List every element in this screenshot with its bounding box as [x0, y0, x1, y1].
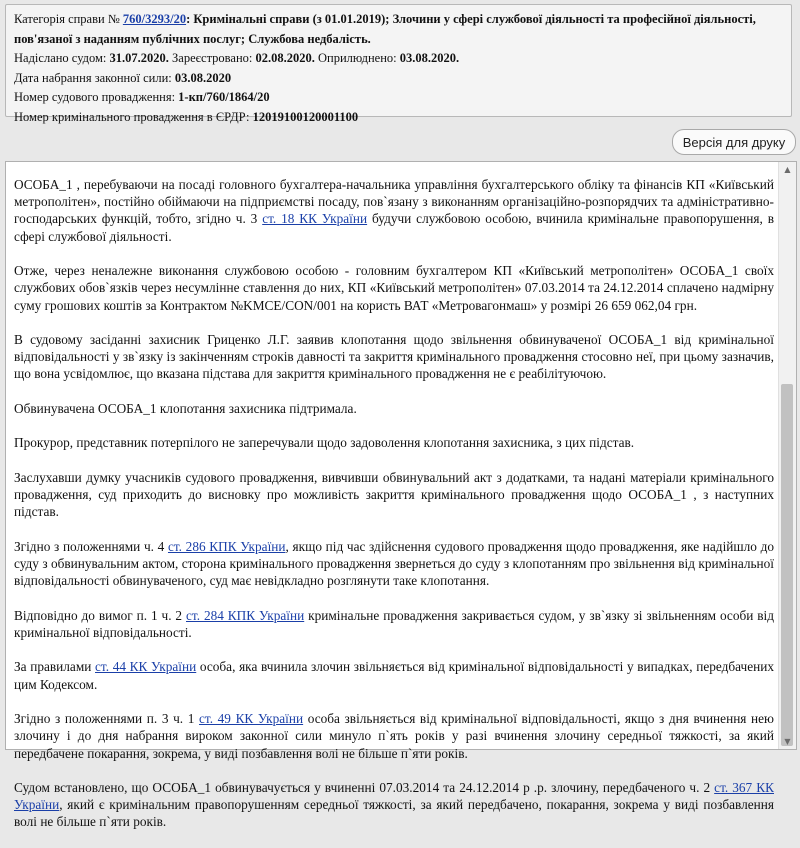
paragraph: Отже, через неналежне виконання службовою особою - головним бухгалтером КП «Київський метрополітен» ОСОБА_1 своїх службових обов`язків через несумлінне ставлення до них, КП «Київський метрополітен» 07.03.2014 та 24.12.2014 сплачено надмірну суму грошових коштів за Контрактом №KMCE/CON/001 на користь ВАТ «Метровагонмаш» у розмірі 26 659 062,04 грн. — [14, 263, 774, 313]
criminal-number: 12019100120001100 — [252, 109, 359, 124]
case-category — [14, 10, 783, 49]
published-label: Оприлюднено: — [318, 51, 397, 66]
effective-date-row — [14, 69, 783, 89]
criminal-number-label: Номер кримінального провадження в ЄРДР: — [14, 109, 250, 124]
published-date: 03.08.2020. — [399, 51, 460, 66]
text: особа, яка вчинила злочин звільняється від кримінальної відповідальності у випадках, передбачених цим Кодексом. — [14, 659, 774, 692]
text: За правилами — [14, 659, 92, 675]
category-label: Категорія справи № — [14, 12, 120, 26]
court-number: 1-кп/760/1864/20 — [178, 90, 270, 105]
document-viewer[interactable] — [5, 161, 797, 830]
registered-date: 02.08.2020. — [255, 51, 315, 66]
case-number-link[interactable]: 760/3293/20 — [122, 12, 187, 26]
text: , якщо під час здійснення судового провадження щодо провадження, яке надійшло до суду з обвинувальним актом, сторона кримінального провадження звернеться до суду з клопотанням про звільнення від кримінальної відповідальності обвинуваченого, суд має невідкладно розглянути таке клопотання. — [14, 538, 774, 589]
law-link[interactable]: ст. 284 КПК України — [186, 607, 305, 623]
registered-label: Зареєстровано: — [172, 51, 253, 66]
paragraph — [14, 779, 774, 831]
paragraph — [14, 538, 774, 590]
law-link[interactable]: ст. 286 КПК України — [167, 538, 286, 554]
text: кримінальне провадження закривається судом, у зв`язку зі звільненням особи від кримінальної відповідальності. — [14, 607, 774, 640]
sent-date: 31.07.2020. — [109, 51, 169, 66]
paragraph: Заслухавши думку учасників судового провадження, вивчивши обвинувальний акт з додатками, та надані матеріали кримінального провадження, суд приходить до висновку про можливість закриття кримінального провадження щодо ОСОБА_1 , з наступних підстав. — [14, 469, 774, 520]
text: будучи службовою особою, вчинила кримінальне правопорушення, в сфері службової діяльності. — [14, 211, 774, 244]
paragraph — [14, 658, 774, 692]
court-number-row — [14, 88, 783, 108]
category-text: : Кримінальні справи (з 01.01.2019); Злочини у сфері службової діяльності та професійної діяльності, пов'язаної з наданням публічних послуг; Службова недбалість. — [14, 12, 756, 46]
law-link[interactable]: ст. 49 КК України — [199, 711, 304, 727]
criminal-number-row — [14, 108, 783, 128]
text: Судом встановлено, що ОСОБА_1 обвинувачується у вчиненні 07.03.2014 та 24.12.2014 р .р. злочину, передбаченого ч. 2 — [14, 780, 711, 796]
text: особа звільняється від кримінальної відповідальності, якщо з дня вчинення нею злочину і до дня набрання вироком законної сили минуло п`ять років у разі вчинення злочину середньої тяжкості, за який передбачене покарання, зокрема, у виді позбавлення волі не більше п`яти років. — [14, 711, 774, 761]
text: Згідно з положеннями ч. 4 — [14, 538, 165, 554]
law-link[interactable]: ст. 44 КК України — [95, 659, 197, 675]
text: Згідно з положеннями п. 3 ч. 1 — [14, 711, 195, 727]
paragraph — [14, 176, 774, 245]
text: ОСОБА_1 , перебуваючи на посаді головного бухгалтера-начальника управління бухгалтерського обліку та фінансів КП «Київський метрополітен», постійно обіймаючи на підприємстві посаду, пов`язану з виконанням організаційно-розпорядчих та адміністративно-господарських функцій, тобто, згідно ч. 3 — [14, 177, 774, 227]
print-version-button[interactable]: Версія для друку — [672, 129, 796, 155]
sent-label: Надіслано судом: — [14, 51, 107, 66]
paragraph: Обвинувачена ОСОБА_1 клопотання захисника підтримала. — [14, 400, 357, 416]
vertical-scrollbar[interactable] — [778, 162, 796, 749]
text: , який є кримінальним правопорушенням середньої тяжкості, за який передбачено, покарання, зокрема у виді позбавлення волі не більше п`яти років. — [14, 797, 774, 830]
document-text — [14, 176, 774, 848]
paragraph: В судовому засіданні захисник Гриценко Л.Г. заявив клопотання щодо звільнення обвинуваченої ОСОБА_1 від кримінальної відповідальності у зв`язку із закінченням строків давності та закриття кримінального провадження стосовно неї, при цьому зазначив, що вона усвідомлює, що вказана підстава для закриття кримінального провадження не є реабілітуючою. — [14, 332, 774, 382]
court-number-label: Номер судового провадження: — [14, 90, 176, 105]
scroll-up-icon[interactable]: ▲ — [784, 165, 791, 174]
case-dates — [14, 49, 783, 69]
effective-label: Дата набрання законної сили: — [14, 70, 172, 85]
paragraph — [14, 607, 774, 641]
text: Відповідно до вимог п. 1 ч. 2 — [14, 607, 183, 623]
law-link[interactable]: ст. 18 КК України — [262, 211, 368, 227]
scrollbar-thumb[interactable] — [781, 384, 793, 746]
case-info-panel — [5, 4, 792, 124]
effective-date: 03.08.2020 — [174, 70, 232, 85]
paragraph — [14, 710, 774, 762]
law-link[interactable]: ст. 367 КК України — [14, 780, 774, 813]
paragraph: Прокурор, представник потерпілого не заперечували щодо задоволення клопотання захисника, з цих підстав. — [14, 435, 635, 451]
scroll-down-icon[interactable]: ▼ — [784, 737, 791, 746]
